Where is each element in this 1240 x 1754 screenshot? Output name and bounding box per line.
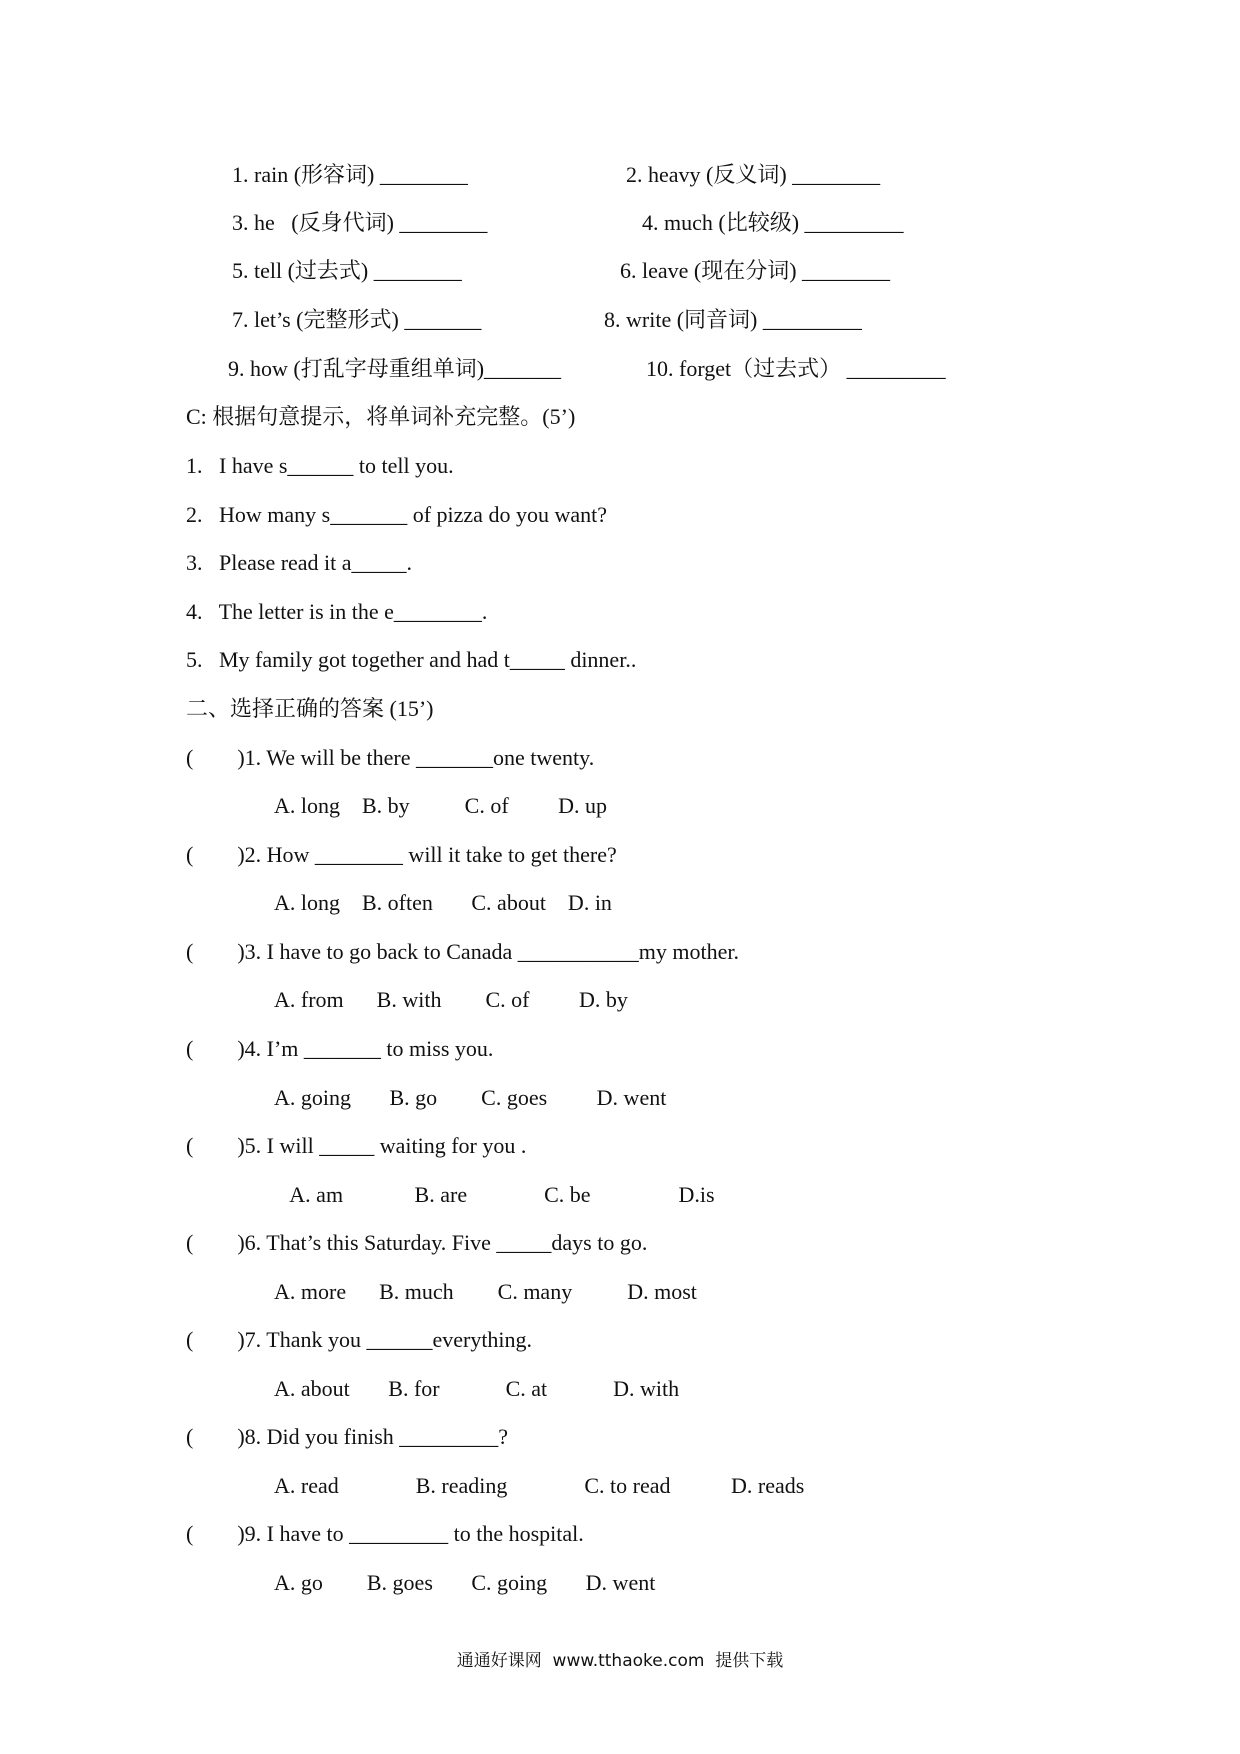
section-c-item-4: 4. The letter is in the e________.	[186, 599, 488, 624]
section-two-heading: 二、选择正确的答案 (15’)	[186, 696, 434, 721]
word-form-1: 1. rain (形容词) ________	[232, 162, 468, 187]
question-7-stem: ( )7. Thank you ______everything.	[186, 1327, 533, 1352]
question-3-stem: ( )3. I have to go back to Canada ___________my mother.	[186, 939, 739, 964]
question-5-stem: ( )5. I will _____ waiting for you .	[186, 1133, 527, 1158]
word-form-6: 6. leave (现在分词) ________	[620, 258, 891, 283]
word-form-9: 9. how (打乱字母重组单词)_______	[228, 356, 562, 381]
question-7-options: A. about B. for C. at D. with	[274, 1376, 680, 1401]
question-4-stem: ( )4. I’m _______ to miss you.	[186, 1036, 494, 1061]
question-5-options: A. am B. are C. be D.is	[274, 1182, 715, 1207]
word-form-4: 4. much (比较级) _________	[642, 210, 904, 235]
word-form-5: 5. tell (过去式) ________	[232, 258, 462, 283]
question-8-options: A. read B. reading C. to read D. reads	[274, 1473, 805, 1498]
section-c-item-2: 2. How many s_______ of pizza do you want?	[186, 502, 607, 527]
word-form-8: 8. write (同音词) _________	[604, 307, 862, 332]
question-4-options: A. going B. go C. goes D. went	[274, 1085, 667, 1110]
section-c-item-5: 5. My family got together and had t_____ dinner..	[186, 647, 637, 672]
section-c-item-1: 1. I have s______ to tell you.	[186, 453, 454, 478]
question-9-stem: ( )9. I have to _________ to the hospital.	[186, 1521, 584, 1546]
question-6-options: A. more B. much C. many D. most	[274, 1279, 697, 1304]
question-3-options: A. from B. with C. of D. by	[274, 987, 628, 1012]
page-footer: 通通好课网 www.tthaoke.com 提供下载	[456, 1651, 784, 1671]
word-form-3: 3. he (反身代词) ________	[232, 210, 488, 235]
question-2-stem: ( )2. How ________ will it take to get there?	[186, 842, 617, 867]
word-form-10: 10. forget（过去式） _________	[646, 356, 946, 381]
section-c-heading: C: 根据句意提示，将单词补充完整。(5’)	[186, 404, 576, 429]
question-6-stem: ( )6. That’s this Saturday. Five _____days to go.	[186, 1230, 648, 1255]
word-form-7: 7. let’s (完整形式) _______	[232, 307, 482, 332]
question-2-options: A. long B. often C. about D. in	[274, 890, 612, 915]
question-1-stem: ( )1. We will be there _______one twenty.	[186, 745, 595, 770]
question-1-options: A. long B. by C. of D. up	[274, 793, 608, 818]
section-c-item-3: 3. Please read it a_____.	[186, 550, 413, 575]
question-8-stem: ( )8. Did you finish _________?	[186, 1424, 509, 1449]
question-9-options: A. go B. goes C. going D. went	[274, 1570, 656, 1595]
word-form-2: 2. heavy (反义词) ________	[626, 162, 881, 187]
